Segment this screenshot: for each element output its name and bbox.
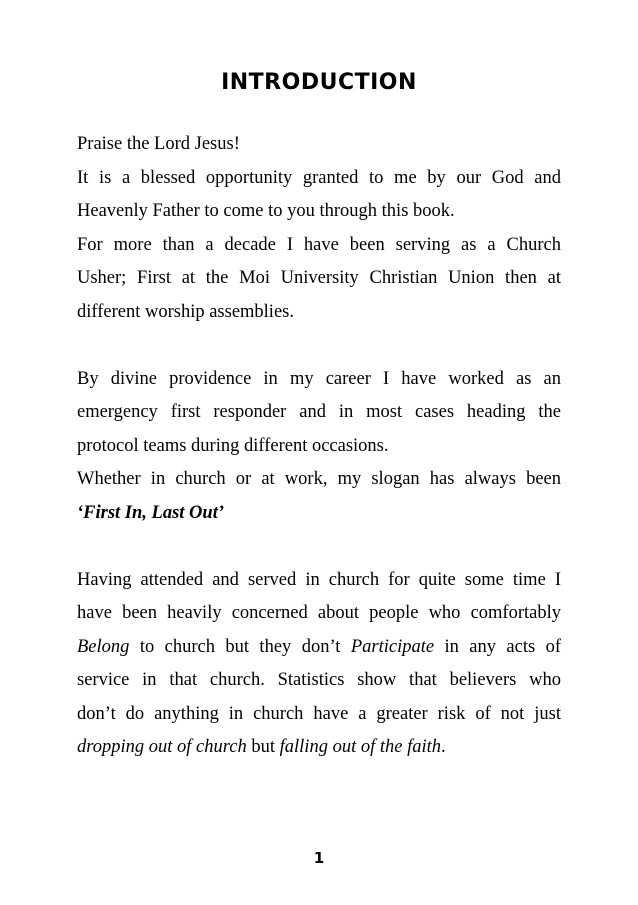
paragraph-1-line-4: For more than a decade I have been serving as a Church [77,234,561,255]
page-title: INTRODUCTION [221,70,417,95]
dropping-emphasis: dropping out of church [77,737,247,757]
paragraph-3-line-5: don’t do anything in church have a greater risk of not just [77,703,561,724]
paragraph-1-line-5: Usher; First at the Moi University Christian Union then at [77,268,561,288]
falling-emphasis: falling out of the faith [279,737,442,757]
participate-emphasis: Participate [350,636,435,657]
line-text: but [246,737,280,757]
paragraph-2-line-4: Whether in church or at work, my slogan has always been [77,469,561,489]
paragraph-1-line-3: Heavenly Father to come to you through this book. [77,201,455,221]
paragraph-3-line-4: service in that church. Statistics show that believers who [77,670,561,690]
belong-emphasis: Belong [77,636,130,657]
paragraph-2-line-1: By divine providence in my career I have worked as an [77,368,561,389]
paragraph-gap [77,329,561,363]
slogan: ‘First In, Last Out’ [77,502,225,523]
paragraph-1-line-1: Praise the Lord Jesus! [77,134,240,154]
paragraph-gap [77,530,561,564]
line-text: to church but they don’t [129,636,351,657]
body-text [77,128,561,765]
page-number: 1 [313,849,325,867]
paragraph-1-line-2: It is a blessed opportunity granted to me by our God and [77,167,561,188]
paragraph-3-line-2: have been heavily concerned about people who comfortably [77,603,561,623]
paragraph-3-line-3 [77,631,561,665]
paragraph-2-line-2: emergency first responder and in most cases heading the [77,402,561,422]
paragraph-3-line-1: Having attended and served in church for quite some time I [77,569,561,590]
line-text: . [441,737,446,757]
line-text: in any acts of [434,636,561,657]
paragraph-3-line-6 [77,731,561,765]
paragraph-1-line-6: different worship assemblies. [77,301,294,322]
paragraph-2-line-3: protocol teams during different occasions. [77,435,389,456]
